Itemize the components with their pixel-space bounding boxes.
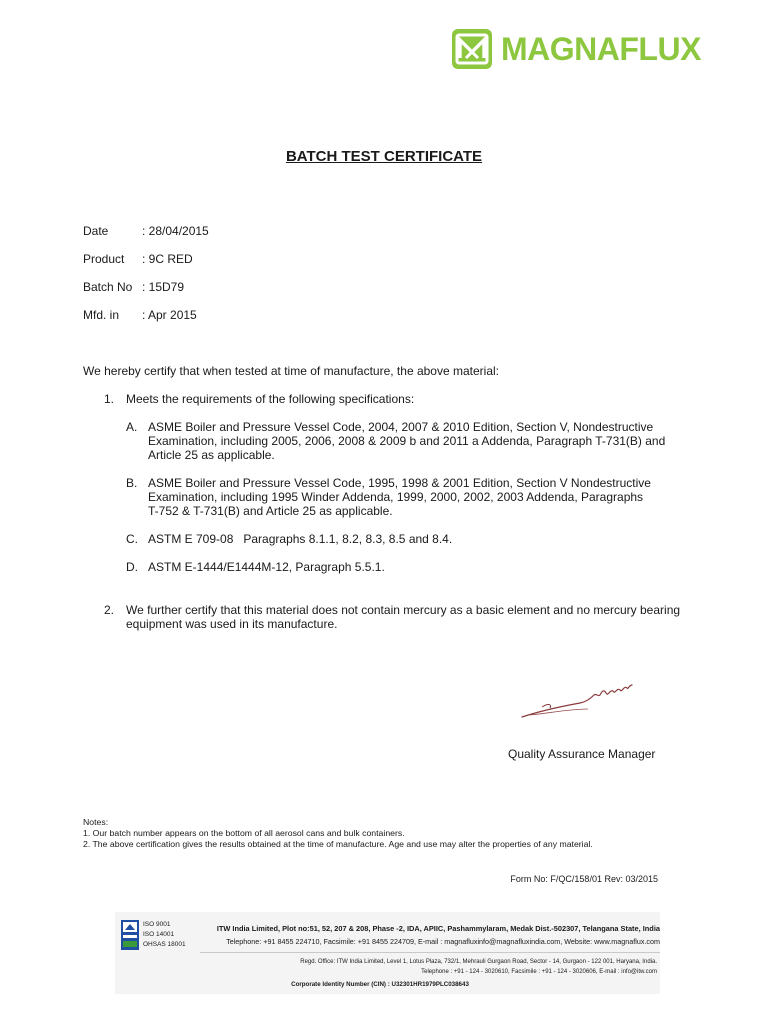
spec-d-letter: D. (126, 560, 138, 574)
item-1-text: Meets the requirements of the following specifications: (126, 392, 415, 406)
spec-c-line-1: ASTM E 709-08 Paragraphs 8.1.1, 8.2, 8.3, 8.5 and 8.4. (148, 532, 453, 546)
iso-9001: ISO 9001 (143, 921, 171, 928)
field-label-product: Product (83, 252, 125, 266)
footer-registered-contact: Telephone : +91 - 124 - 3020610, Facsimile : +91 - 124 - 3020606, E-mail : info@itw.com (421, 969, 657, 975)
spec-a-letter: A. (126, 420, 138, 434)
footer-address: ITW India Limited, Plot no:51, 52, 207 & 208, Phase -2, IDA, APIIC, Pashammylaram, Medak Dist.-502307, Telangana State, India (216, 924, 660, 933)
document-title: BATCH TEST CERTIFICATE (285, 148, 483, 165)
spec-b-line-1: ASME Boiler and Pressure Vessel Code, 1995, 1998 & 2001 Edition, Section V Nondestructive (148, 476, 651, 490)
signature (510, 673, 665, 731)
note-1: 1. Our batch number appears on the bottom of all aerosol cans and bulk containers. (83, 828, 405, 838)
spec-a-line-3: Article 25 as applicable. (148, 448, 275, 462)
item-2-number: 2. (104, 603, 115, 617)
magnaflux-logo (451, 28, 701, 70)
spec-a-line-1: ASME Boiler and Pressure Vessel Code, 2004, 2007 & 2010 Edition, Section V, Nondestructive (148, 420, 654, 434)
iso-standards (143, 920, 186, 950)
spec-b-letter: B. (126, 476, 138, 490)
footer-registered-office: Regd. Office: ITW India Limited, Level 1, Lotus Plaza, 732/1, Mehrauli Gurgaon Road, Sector - 14, Gurgaon - 122 001, Haryana, India. (300, 959, 657, 965)
spec-b-line-2: Examination, including 1995 Winder Addenda, 1999, 2000, 2002, 2003 Addenda, Paragraphs (148, 490, 644, 504)
ohsas-18001: OHSAS 18001 (143, 941, 186, 948)
item-1-number: 1. (104, 392, 115, 406)
field-value-product: : 9C RED (142, 252, 193, 266)
signature-scribble (510, 673, 665, 731)
iso-certification-icon (121, 920, 139, 950)
field-label-date: Date (83, 224, 109, 238)
field-value-mfd-in: : Apr 2015 (142, 308, 197, 322)
spec-c-letter: C. (126, 532, 138, 546)
field-label-batch-no: Batch No (83, 280, 133, 294)
field-value-date: : 28/04/2015 (142, 224, 209, 238)
brand-name: MAGNAFLUX (501, 31, 701, 67)
spec-d-line-1: ASTM E-1444/E1444M-12, Paragraph 5.5.1. (148, 560, 385, 574)
field-value-batch-no: : 15D79 (142, 280, 185, 294)
item-2-line-1: We further certify that this material does not contain mercury as a basic element and no mercury bearing (126, 603, 681, 617)
magnaflux-logo-icon (451, 28, 493, 70)
form-number: Form No: F/QC/158/01 Rev: 03/2015 (510, 874, 658, 884)
item-2-line-2: equipment was used in its manufacture. (126, 617, 338, 631)
iso-14001: ISO 14001 (143, 931, 175, 938)
note-2: 2. The above certification gives the results obtained at the time of manufacture. Age and use may alter the properties of any material. (83, 839, 593, 849)
notes-heading: Notes: (83, 817, 109, 827)
spec-b-line-3: T-752 & T-731(B) and Article 25 as applicable. (148, 504, 393, 518)
spec-a-line-2: Examination, including 2005, 2006, 2008 & 2009 b and 2011 a Addenda, Paragraph T-731(B) and (148, 434, 666, 448)
certification-intro: We hereby certify that when tested at time of manufacture, the above material: (83, 364, 499, 378)
signatory-title: Quality Assurance Manager (508, 747, 656, 761)
footer-divider (200, 952, 660, 953)
field-label-mfd-in: Mfd. in (83, 308, 120, 322)
footer-contact: Telephone: +91 8455 224710, Facsimile: +91 8455 224709, E-mail : magnafluxinfo@magnafluxindia.com, Website: www.magnaflux.com (226, 937, 660, 946)
footer-cin: Corporate Identity Number (CIN) : U32301HR1979PLC038643 (291, 981, 469, 988)
